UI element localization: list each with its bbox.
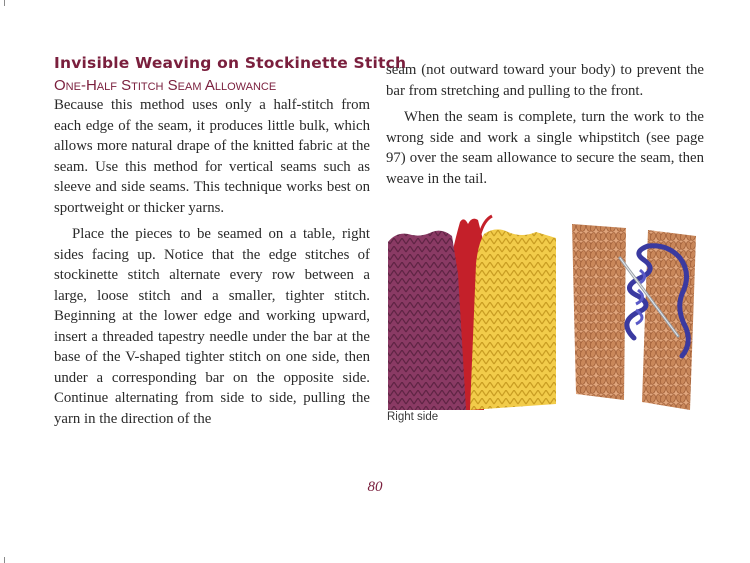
figure-caption: Right side <box>387 411 439 423</box>
right-column <box>386 60 704 189</box>
yellow-swatch <box>470 229 556 410</box>
knit-photo <box>388 216 556 410</box>
section-subtitle: One-Half Stitch Seam Allowance <box>54 77 277 94</box>
seam-illustration <box>572 224 696 410</box>
left-knit-panel <box>572 224 626 400</box>
crop-mark-top-left <box>4 0 5 6</box>
paragraph-instructions: Place the pieces to be seamed on a table, right sides facing up. Notice that the edge stitches of stockinette stitch alternate every row between a large, loose stitch and a smaller, tighter stitch. Beginning at the lower edge and working upward, insert a threaded tapestry needle under the bar at the base of the V-shaped tighter stitch on one side, then under a corresponding bar on the opposite side. Continue alternating from side to side, pulling the yarn in the direction of the <box>54 226 370 427</box>
paragraph-continuation: seam (not outward toward your body) to prevent the bar from stretching and pulling to the front. <box>386 62 704 99</box>
right-knit-panel <box>642 230 696 410</box>
page-number: 80 <box>367 479 383 495</box>
paragraph-intro: Because this method uses only a half-stitch from each edge of the seam, it produces little bulk, which allows more natural drape of the knitted fabric at the seam. Use this method for vertical seams such as sleeve and side seams. This technique works best on sportweight or thicker yarns. <box>54 97 370 216</box>
section-title: Invisible Weaving on Stockinette Stitch <box>54 54 407 72</box>
purple-swatch <box>388 231 466 410</box>
left-column <box>54 54 407 429</box>
seam-figure <box>386 214 704 410</box>
crop-mark-bottom-left <box>4 557 5 563</box>
knitting-figure <box>386 214 704 410</box>
paragraph-whipstitch: When the seam is complete, turn the work to the wrong side and work a single whipstitch (see page 97) over the seam allowance to secure the seam, then weave in the tail. <box>386 109 704 187</box>
